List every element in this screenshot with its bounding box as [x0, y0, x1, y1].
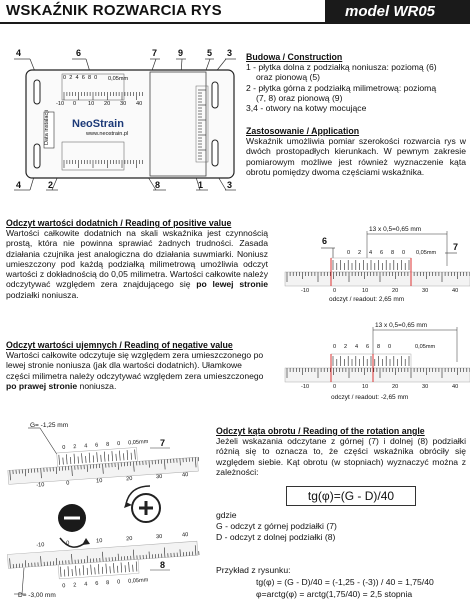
ps-40: 40: [452, 288, 459, 294]
ds-m10: -10: [56, 101, 65, 107]
ns-40: 40: [452, 384, 459, 390]
ps-0: 0: [333, 288, 337, 294]
application-heading: Zastosowanie / Application: [246, 126, 360, 136]
rotation-heading: Odczyt kąta obrotu / Reading of the rotation angle: [216, 426, 425, 436]
header-divider: [0, 22, 470, 24]
brand-website: www.neostrain.pl: [86, 131, 129, 137]
nv-2: 2: [344, 344, 348, 350]
nv-6: 6: [366, 344, 370, 350]
negative-heading: Odczyt wartości ujemnych / Reading of negative value: [6, 340, 233, 350]
rbv-0b: 0: [116, 579, 121, 586]
install-date-label: Data instalacji: [44, 110, 50, 145]
rot-callout-7: 7: [160, 438, 166, 448]
ds-30: 30: [120, 101, 127, 107]
pos-callout-top: 13 x 0,5=0,65 mm: [369, 226, 422, 233]
callout-6: 6: [76, 48, 82, 58]
rtv-0: 0: [62, 444, 66, 451]
rotation-diagram: [0, 420, 205, 608]
negative-text: [6, 350, 268, 391]
pv-8: 8: [391, 250, 395, 256]
rbs-40: 40: [181, 532, 189, 539]
ds-40: 40: [136, 101, 143, 107]
pv-4: 4: [369, 250, 373, 256]
ps-20: 20: [392, 288, 399, 294]
dv-2: 2: [69, 75, 73, 81]
pos-readout: odczyt / readout: 2,65 mm: [329, 296, 405, 303]
callout-4-bottom: 4: [16, 180, 22, 190]
callout-1: 1: [198, 180, 204, 190]
rt-mm-label: 0,05mm: [127, 438, 149, 447]
pos-mm-label: 0,05mm: [416, 250, 437, 256]
ds-10: 10: [88, 101, 95, 107]
construction-line-4: (7, 8) oraz pionową (9): [256, 92, 343, 103]
rtv-0b: 0: [116, 440, 121, 448]
rts-0: 0: [66, 480, 70, 487]
nv-0b: 0: [388, 344, 392, 350]
page-title: WSKAŹNIK ROZWARCIA RYS: [6, 2, 222, 19]
rotation-section: [216, 426, 466, 477]
rbs-0: 0: [66, 540, 70, 547]
pos-scale-svg: [275, 226, 470, 306]
rotation-formula: tg(φ)=(G - D)/40: [286, 486, 416, 506]
positive-heading: Odczyt wartości dodatnich / Reading of positive value: [6, 218, 232, 228]
rot-g-label: G= -1,25 mm: [30, 422, 69, 429]
construction-heading: Budowa / Construction: [246, 52, 343, 62]
dv-4: 4: [75, 75, 79, 81]
pv-0b: 0: [402, 250, 406, 256]
construction-line-3: 2 - płytka górna z podziałką milimetrową: poziomą: [246, 82, 437, 93]
dv-8: 8: [87, 75, 92, 81]
dv-0b: 0: [94, 75, 98, 81]
nv-8: 8: [377, 344, 381, 350]
rts-m10: -10: [36, 482, 45, 489]
application-text: Wskaźnik umożliwia pomiar szerokości rozwarcia rys w dwóch prostopadłych kierunkach. W pewnym zakresie pomiarowym możliwe jest również wyznaczenie kąta obrotu pomiędzy dwoma częściami wskaźnika.: [246, 136, 466, 177]
rbv-6: 6: [95, 580, 99, 588]
neg-mm-label: 0,05mm: [415, 344, 436, 350]
rotation-where-g: G - odczyt z górnej podziałki (7): [216, 521, 337, 531]
rtv-2: 2: [73, 444, 77, 451]
negative-text-end: noniusza.: [79, 380, 117, 391]
ns-30: 30: [422, 384, 429, 390]
nv-4: 4: [355, 344, 359, 350]
rotation-example-label: Przykład z rysunku:: [216, 565, 291, 575]
ns-20: 20: [392, 384, 399, 390]
positive-text-bold: po lewej stronie: [196, 279, 268, 290]
ds-0: 0: [73, 101, 77, 107]
positive-text-main: Wartości całkowite dodatnich na skali wskaźnika jest czynnością prostą, która nie powinna sprawiać żadnych trudności. Zasada działania czujnika jest analogiczna do działania suwmiarki. Noniusz umieszczony pod każdą podziałką milimetrową umożliwia odczyt wartości z dokładnością do 0,05 milimetra. Wartości całkowite należy odczytywać względem zera znajdującego się: [6, 228, 268, 290]
callout-8: 8: [155, 180, 161, 190]
rbv-8: 8: [106, 580, 110, 587]
negative-text-bold: po prawej stronie: [6, 380, 78, 391]
callout-2: 2: [48, 180, 54, 190]
dv-0: 0: [63, 75, 67, 81]
rbs-m10: -10: [36, 542, 45, 549]
positive-text-end: podziałki noniusza.: [6, 289, 79, 300]
device-mm-label: 0,05mm: [108, 76, 129, 82]
rotation-example-line2: φ=arctg(φ) = arctg(1,75/40) = 2,5 stopnia: [256, 589, 413, 599]
ns-10: 10: [362, 384, 369, 390]
rbv-0: 0: [62, 583, 66, 590]
pv-2: 2: [358, 250, 362, 256]
construction-line-2: oraz pionową (5): [256, 72, 321, 83]
nv-0: 0: [333, 344, 337, 350]
rtv-8: 8: [105, 441, 110, 448]
device-top-vernier-labels: [63, 75, 97, 81]
rotation-example-line1: tg(φ) = (G - D)/40 = (-1,25 - (-3)) / 40 = 1,75/40: [256, 577, 434, 587]
ds-20: 20: [104, 101, 111, 107]
pos-callout-7: 7: [453, 242, 459, 252]
device-drawing: [0, 42, 245, 202]
rbv-2: 2: [73, 582, 77, 589]
neg-readout: odczyt / readout: -2,65 mm: [331, 394, 409, 401]
rotation-svg: [0, 420, 205, 608]
application-section: [246, 126, 466, 177]
rtv-6: 6: [95, 442, 99, 449]
ns-m10: -10: [301, 384, 310, 390]
rotation-where: gdzie: [216, 510, 237, 520]
rbs-20: 20: [125, 535, 133, 543]
rtv-4: 4: [84, 443, 88, 450]
rbs-30: 30: [155, 533, 163, 541]
pos-callout-6: 6: [322, 236, 328, 246]
rts-10: 10: [96, 478, 103, 485]
brand-logo: NeoStrain: [72, 118, 124, 130]
callout-7: 7: [152, 48, 158, 58]
callout-9: 9: [178, 48, 184, 58]
ps-10: 10: [362, 288, 369, 294]
rbv-4: 4: [84, 581, 88, 588]
positive-diagram: [275, 226, 470, 306]
rotation-where-d: D - odczyt z dolnej podziałki (8): [216, 532, 336, 542]
dv-6: 6: [81, 75, 85, 81]
rot-callout-8: 8: [160, 560, 166, 570]
rts-20: 20: [125, 475, 133, 483]
negative-section: [6, 340, 268, 391]
rts-40: 40: [181, 472, 189, 479]
callout-5: 5: [207, 48, 213, 58]
negative-text-main: Wartości całkowite odczytuje się względem zera umieszczonego po lewej stronie noniusza (jak dla wartości dodatnich). Ułamkowe części milimetra należy odczytywać względem zera umieszczonego: [6, 350, 264, 381]
callout-4-top: 4: [16, 48, 22, 58]
rbs-10: 10: [96, 538, 103, 545]
construction-line-5: 3,4 - otwory na kotwy mocujące: [246, 103, 367, 114]
ps-30: 30: [422, 288, 429, 294]
rts-30: 30: [155, 473, 163, 481]
pv-6: 6: [380, 250, 384, 256]
ps-m10: -10: [301, 288, 310, 294]
model-badge: model WR05: [325, 0, 470, 22]
rot-d-label: D= -3,00 mm: [18, 592, 56, 599]
rotation-text: Jeżeli wskazania odczytane z górnej (7) i dolnej (8) podziałki różnią się to oznacza to, że części wskaźnika obróciły się względem siebie. Kąt obrotu (w stopniach) wyznaczyć można z zależności:: [216, 436, 466, 477]
positive-section: [6, 218, 268, 300]
positive-text: [6, 228, 268, 300]
neg-scale-svg: [275, 322, 470, 402]
construction-line-1: 1 - płytka dolna z podziałką noniusza: poziomą (6): [246, 62, 437, 72]
negative-diagram: [275, 322, 470, 402]
construction-section: [246, 52, 468, 113]
callout-3-bottom: 3: [227, 180, 233, 190]
rb-mm-label: 0,05mm: [127, 577, 149, 585]
neg-callout-top: 13 x 0,5=0,65 mm: [375, 322, 428, 329]
callout-3-top: 3: [227, 48, 233, 58]
pv-0: 0: [347, 250, 351, 256]
ns-0: 0: [333, 384, 337, 390]
